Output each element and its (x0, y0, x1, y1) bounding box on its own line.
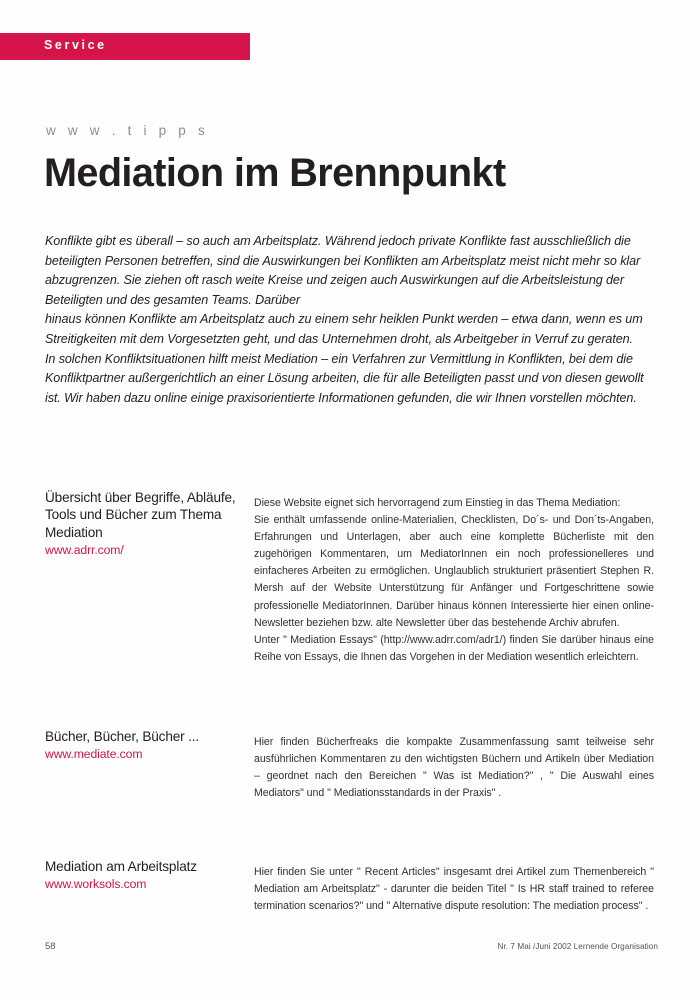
entry-heading: Bücher, Bücher, Bücher ... (45, 729, 200, 744)
entry-heading: Übersicht über Begriffe, Abläufe, Tools und Bücher zum Thema Mediation (45, 490, 236, 540)
entry-body-paragraph: Hier finden Sie unter " Recent Articles" insgesamt drei Artikel zum Themenbereich " Mediation am Arbeitsplatz" - darunter die beiden Titel " Is HR staff trained to referee termination scenarios?" und " Alternative dispute resolution: The mediation process" . (254, 866, 654, 913)
entry-left-column (45, 728, 245, 763)
entry-body-paragraph: Hier finden Bücherfreaks die kompakte Zusammenfassung samt teilweise sehr ausführlichen Kommentaren zu den wichtigsten Büchern und Artikeln über Mediation – geordnet nach den Bereichen " Was ist Mediation?" , " Die Auswahl eines Mediators" und " Mediationsstandards in der Praxis" . (254, 736, 654, 800)
entry-left-column (45, 858, 245, 893)
entry-url-link[interactable]: www.adrr.com/ (45, 543, 124, 558)
entry-body (254, 495, 654, 666)
service-banner (0, 33, 250, 60)
entry-body (254, 734, 654, 802)
footer-page-number: 58 (45, 941, 56, 952)
intro-paragraph-3: In solchen Konfliktsituationen hilft meist Mediation – ein Verfahren zur Vermittlung in Konflikten, bei dem die Konfliktpartner außergerichtlich an einer Lösung arbeiten, die für alle Beteiligten passt und von diesen gewollt ist. Wir haben dazu online einige praxisorientierte Informationen gefunden, die wir Ihnen vorstellen möchten. (45, 351, 644, 405)
entry-body (254, 864, 654, 915)
entry-left-column (45, 489, 245, 559)
entry-heading: Mediation am Arbeitsplatz (45, 859, 197, 874)
section-kicker: w w w . t i p p s (46, 123, 209, 138)
entry-url-link[interactable]: www.mediate.com (45, 747, 143, 762)
entry-body-paragraph: Unter " Mediation Essays" (http://www.adrr.com/adr1/) finden Sie darüber hinaus eine Reihe von Essays, die Ihnen das Vorgehen in der Mediation wesentlich erleichtern. (254, 633, 654, 663)
page-title: Mediation im Brennpunkt (44, 151, 506, 195)
intro-text (45, 232, 650, 408)
entry-url-link[interactable]: www.worksols.com (45, 877, 147, 892)
entry-body-paragraph: Sie enthält umfassende online-Materialien, Checklisten, Do´s- und Don´ts-Angaben, Erfahrungen und Unterlagen, aber auch eine komplette Bücherliste mit den zugehörigen Kommentaren, um MediatorInnen ein noch professionelleres und einfacheres Arbeiten zu ermöglichen. Unglaublich strukturiert präsentiert Stephen R. Mersh auf der Website Unterstützung für Anfänger und Fortgeschrittene sowie professionelle MediatorInnen. Darüber hinaus können Interessierte hier einen online-Newsletter beziehen bzw. alte Newsletter über das bestehende Archiv abrufen. (254, 514, 654, 629)
intro-paragraph-1: Konflikte gibt es überall – so auch am Arbeitsplatz. Während jedoch private Konflikte fast ausschließlich die beteiligten Personen betreffen, sind die Auswirkungen bei Konflikten am Arbeitsplatz meist nicht mehr so klar abzugrenzen. Sie ziehen oft rasch weite Kreise und zeigen auch Auswirkungen auf die Arbeitsleistung der Beteiligten und des gesamten Teams. Darüber (45, 234, 641, 307)
entry-body-paragraph: Diese Website eignet sich hervorragend zum Einstieg in das Thema Mediation: (254, 497, 621, 509)
intro-paragraph-2: hinaus können Konflikte am Arbeitsplatz auch zu einem sehr heiklen Punkt werden – etwa dann, wenn es um Streitigkeiten mit dem Vorgesetzten geht, und das Unternehmen droht, als Arbeitgeber in Verruf zu geraten. (45, 312, 643, 346)
footer-issue-info: Nr. 7 Mai /Juni 2002 Lernende Organisation (497, 942, 658, 951)
service-banner-label: Service (44, 38, 107, 52)
